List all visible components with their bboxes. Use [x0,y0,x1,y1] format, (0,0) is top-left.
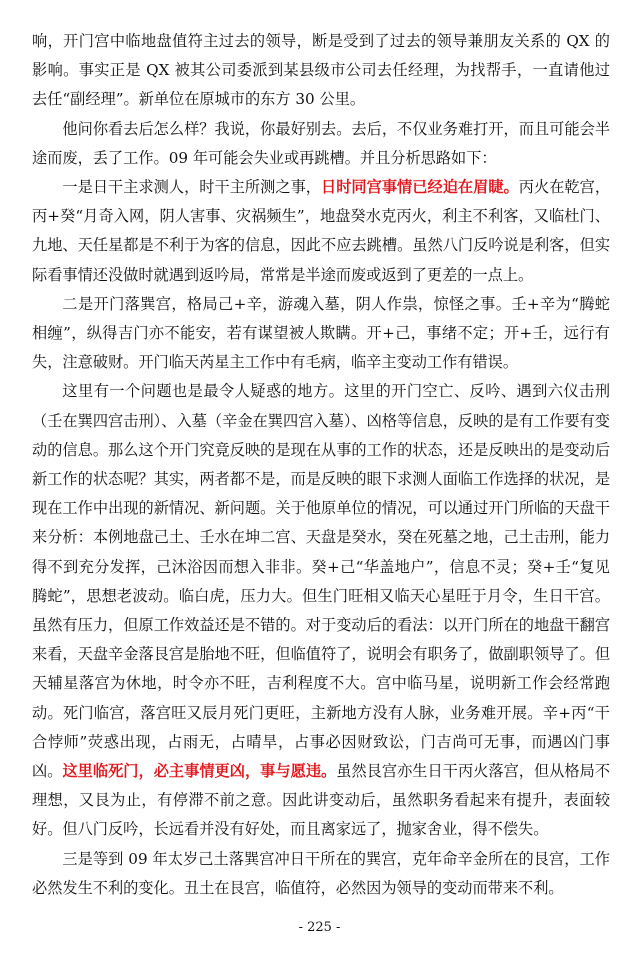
document-body [32,27,610,903]
paragraph [32,845,610,903]
paragraph [32,290,610,378]
paragraph-text: 一是日干主求测人，时干主所测之事， [62,178,321,197]
paragraph-text: 响，开门宫中临地盘值符主过去的领导，断是受到了过去的领导兼朋友关系的 QX 的影响。事实正是 QX 被其公司委派到某县级市公司去任经理，为找帮手，一直请他过去任“副经理”。新单位在原城市的东方 30 公里。 [32,32,610,109]
paragraph [32,27,610,115]
paragraph-text: 二是开门落巽宫，格局己+辛，游魂入墓，阴人作祟，惊怪之事。壬+辛为“腾蛇相缠”，纵得吉门亦不能安，若有谋望被人欺瞒。开+己，事绪不定；开+壬，远行有失，注意破财。开门临天芮星主工作中有毛病，临辛主变动工作有错误。 [32,294,610,372]
paragraph-text: 这里有一个问题也是最令人疑惑的地方。这里的开门空亡、反吟、遇到六仪击刑（壬在巽四宫击刑）、入墓（辛金在巽四宫入墓）、凶格等信息，反映的是有工作要有变动的信息。那么这个开门究竟反映的是现在从事的工作的状态，还是反映出的是变动后新工作的状态呢？其实，两者都不是，而是反映的眼下求测人面临工作选择的状况，是现在工作中出现的新情况、新问题。关于他原单位的情况，可以通过开门所临的天盘干来分析：本例地盘己土、壬水在坤二宫、天盘是癸水，癸在死墓之地，己土击刑，能力得不到充分发挥，己沐浴因而想入非非。癸+己“华盖地户”，信息不灵；癸+壬“复见腾蛇”，思想老波动。临白虎，压力大。但生门旺相又临天心星旺于月令，生日干宫。虽然有压力，但原工作效益还是不错的。对于变动后的看法：以开门所在的地盘干翻宫来看，天盘辛金落艮宫是胎地不旺，但临值符了，说明会有职务了，做副职领导了。但天辅星落宫为休地，时令亦不旺，吉利程度不大。宫中临马星，说明新工作会经常跑动。死门临宫，落宫旺又辰月死门更旺，主新地方没有人脉，业务难开展。辛+丙“干合悖师”荧惑出现，占雨无，占晴旱，占事必因财致讼，门吉尚可无事，而遇凶门事凶。 [32,382,610,781]
paragraph [32,377,610,844]
emphasis-text: 这里临死门，必主事情更凶，事与愿违。 [62,762,337,781]
paragraph-text: 他问你看去后怎么样？我说，你最好别去。去后，不仅业务难打开，而且可能会半途而废，丢了工作。09 年可能会失业或再跳槽。并且分析思路如下： [32,119,610,167]
paragraph [32,115,610,173]
paragraph-text: 三是等到 09 年太岁己土落巽宫冲日干所在的巽宫，克年命辛金所在的艮宫，工作必然发生不利的变化。丑土在艮宫，临值符，必然因为领导的变动而带来不利。 [32,849,610,897]
paragraph-text: 丙火在乾宫，丙+癸“月奇入网，阴人害事、灾祸频生”，地盘癸水克丙火，利主不利客，又临杜门、九地、天任星都是不利于为客的信息，因此不应去跳槽。虽然八门反吟说是利客，但实际看事情还没做时就遇到返吟局，常常是半途而废或返到了更差的一点上。 [32,178,611,284]
paragraph-text: 虽然艮宫亦生日干丙火落宫，但从格局不理想，又艮为止，有停滞不前之意。因此讲变动后，虽然职务看起来有提升，表面较好。但八门反吟，长远看并没有好处，而且离家远了，抛家舍业，得不偿失。 [32,762,611,839]
emphasis-text: 日时同宫事情已经迫在眉睫。 [321,178,519,197]
page-number: - 225 - [298,920,341,935]
paragraph [32,173,610,290]
